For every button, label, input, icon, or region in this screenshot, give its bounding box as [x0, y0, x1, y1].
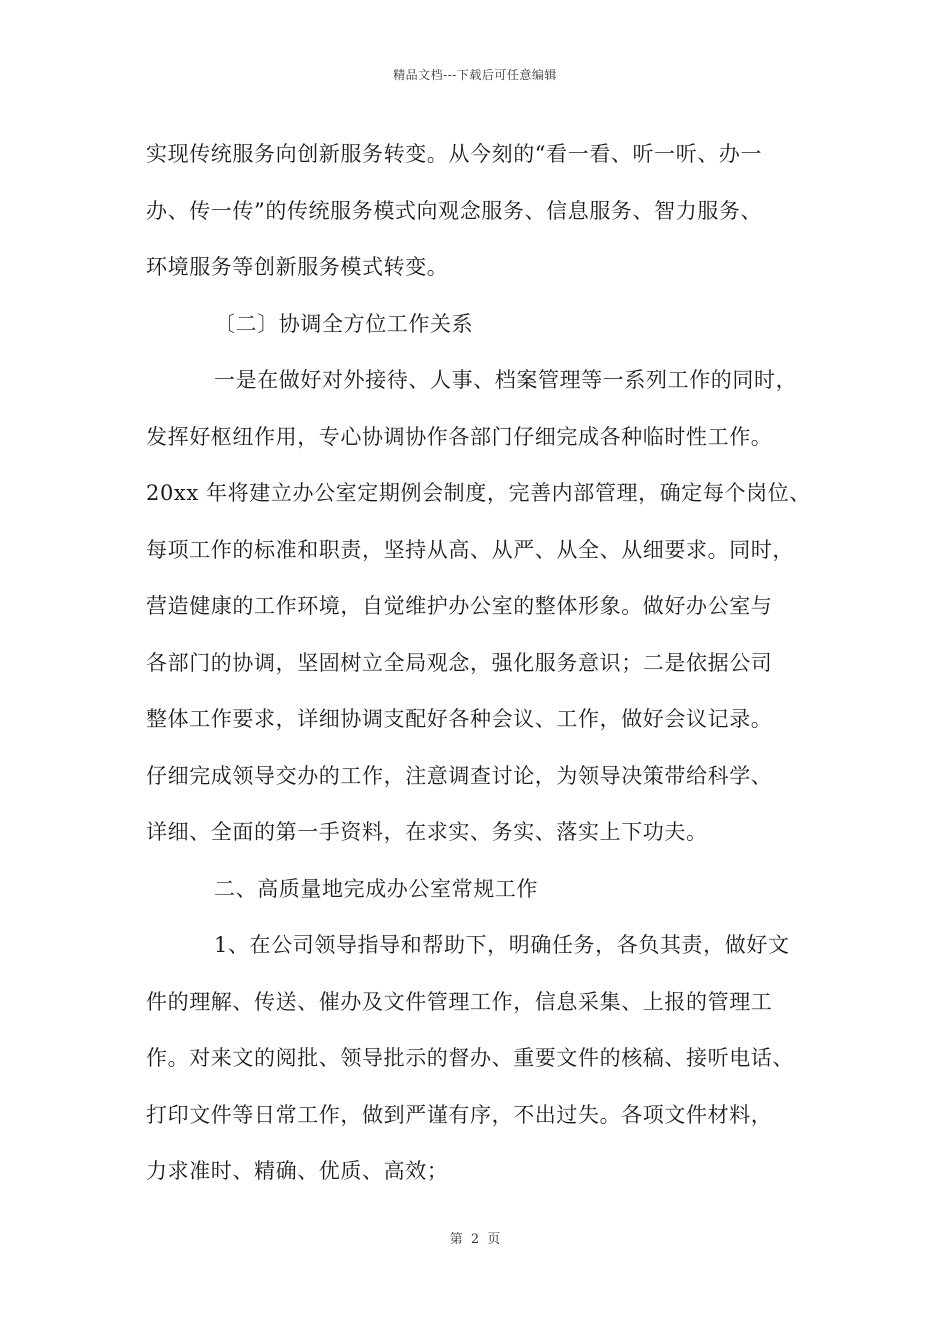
document-body: [146, 126, 826, 1200]
text-line: 仔细完成领导交办的工作，注意调查讨论，为领导决策带给科学、: [146, 763, 773, 788]
text-line: 办、传一传”的传统服务模式向观念服务、信息服务、智力服务、: [146, 198, 763, 223]
text-line: 环境服务等创新服务模式转变。: [146, 255, 449, 279]
paragraph-start-line: 一是在做好对外接待、人事、档案管理等一系列工作的同时，: [214, 368, 798, 392]
text-line: 整体工作要求，详细协调支配好各种会议、工作，做好会议记录。: [146, 707, 773, 731]
text-line: 20xx 年将建立办公室定期例会制度，完善内部管理，确定每个岗位、: [146, 481, 811, 505]
page-header: 精品文档---下载后可任意编辑: [393, 68, 557, 82]
text-line: 力求准时、精确、优质、高效；: [146, 1159, 449, 1183]
paragraph-start-line: 1、在公司领导指导和帮助下，明确任务，各负其责，做好文: [214, 933, 790, 957]
text-line: 详细、全面的第一手资料，在求实、务实、落实上下功夫。: [146, 820, 708, 844]
page-number: 第 2 页: [449, 1232, 501, 1247]
section-heading: 〔二〕协调全方位工作关系: [214, 311, 474, 336]
text-line: 实现传统服务向创新服务转变。从今刻的“看一看、听一听、办一: [146, 142, 763, 166]
text-line: 发挥好枢纽作用，专心协调协作各部门仔细完成各种临时性工作。: [146, 424, 773, 449]
section-heading: 二、高质量地完成办公室常规工作: [214, 876, 538, 901]
text-line: 各部门的协调，坚固树立全局观念，强化服务意识；二是依据公司: [146, 650, 773, 675]
text-line: 营造健康的工作环境，自觉维护办公室的整体形象。做好办公室与: [146, 594, 773, 618]
text-line: 件的理解、传送、催办及文件管理工作，信息采集、上报的管理工: [146, 989, 773, 1014]
text-line: 每项工作的标准和职责，坚持从高、从严、从全、从细要求。同时，: [146, 537, 794, 562]
text-line: 作。对来文的阅批、领导批示的督办、重要文件的核稿、接听电话、: [146, 1046, 794, 1070]
text-line: 打印文件等日常工作，做到严谨有序，不出过失。各项文件材料，: [146, 1102, 773, 1127]
